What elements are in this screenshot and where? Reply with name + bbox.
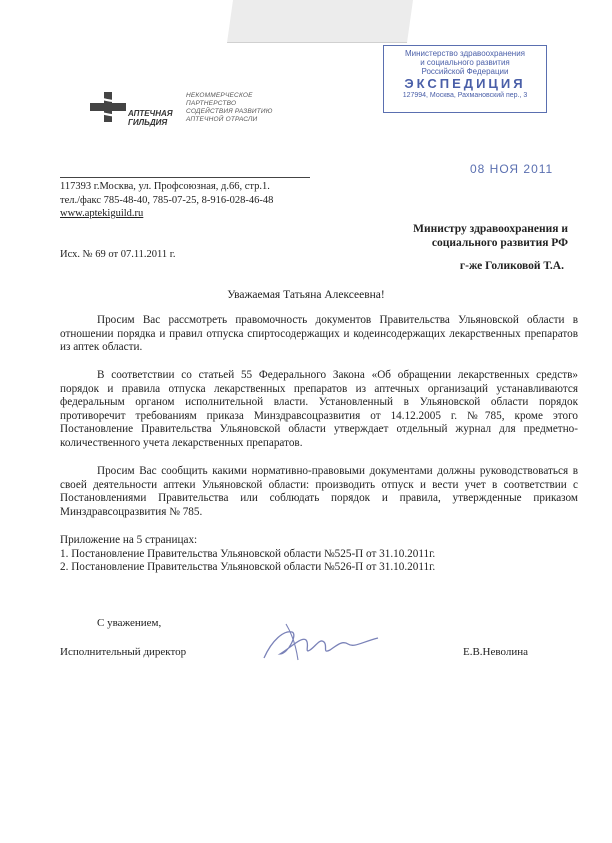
paragraph-text: Просим Вас рассмотреть правомочность документов Правительства Ульяновской области в отношении порядка и правил отпуска спиртосодержащих и кодеинсодержащих лекарственных препаратов из аптек области. [60, 314, 578, 354]
signer-position: Исполнительный директор [60, 646, 187, 658]
letterhead-contact [60, 180, 273, 221]
greeting: Уважаемая Татьяна Алексеевна! [227, 289, 385, 301]
addressee-block [413, 222, 568, 250]
attachments-heading: Приложение на 5 страницах: [60, 534, 198, 546]
letterhead-rule [60, 177, 310, 178]
sender-address: 117393 г.Москва, ул. Профсоюзная, д.66, стр.1. [60, 181, 270, 192]
closing-regards: С уважением, [97, 617, 162, 629]
org-line: ПАРТНЕРСТВО [186, 100, 237, 107]
aptechnaya-gildiya-logo [90, 92, 126, 122]
org-line: СОДЕЙСТВИЯ РАЗВИТИЮ [186, 108, 273, 115]
addressee-line2: социального развития РФ [431, 237, 568, 249]
stamp-title: ЭКСПЕДИЦИЯ [404, 76, 526, 91]
org-line: НЕКОММЕРЧЕСКОЕ [186, 92, 253, 99]
logo-name [128, 109, 173, 127]
stamp-address: 127994, Москва, Рахмановский пер., 3 [402, 92, 528, 99]
body-paragraph-2 [60, 369, 578, 451]
attachment-item: 1. Постановление Правительства Ульяновской области №525-П от 31.10.2011г. [60, 547, 436, 560]
body-paragraph-3 [60, 465, 578, 519]
receipt-stamp [383, 45, 547, 113]
logo-name-line2: ГИЛЬДИЯ [128, 118, 168, 127]
signature [262, 620, 382, 664]
sender-website[interactable]: www.aptekiguild.ru [60, 208, 144, 219]
stamp-line3: Российской Федерации [421, 67, 509, 76]
paragraph-text: Просим Вас сообщить какими нормативно-правовыми документами должны руководствоваться в своей деятельности аптеки Ульяновской области: производить отпуск и вести учет в соответствии с Постановлениями Правительства или соблюдать порядок и правила, утвержденные приказом Минздравсоцразвития № 785. [60, 465, 578, 518]
signer-name: Е.В.Неволина [463, 646, 529, 658]
attachment-item: 2. Постановление Правительства Ульяновской области №526-П от 31.10.2011г. [60, 561, 436, 574]
body-paragraph-1 [60, 314, 578, 355]
org-description [186, 92, 273, 124]
addressee-name: г-же Голиковой Т.А. [459, 260, 564, 272]
logo-name-line1: АПТЕЧНАЯ [128, 109, 173, 118]
stamp-line2: и социального развития [420, 58, 510, 67]
stamp-date: 08 НОЯ 2011 [470, 162, 554, 176]
paragraph-text: В соответствии со статьей 55 Федерального Закона «Об обращении лекарственных средств» порядок и правила отпуска лекарственных препаратов из аптечных организаций устанавливаются федеральным органом исполнительной власти. Установленный в Ульяновской области порядок противоречит требованиям приказа Минздравсоцразвития от 14.12.2005 г. №785, кроме этого Постановление Правительства Ульяновской области утверждает отдельный журнал для предметно-количественного учета лекарственных препаратов. [60, 369, 578, 449]
attachments [60, 534, 435, 575]
addressee-line1: Министру здравоохранения и [413, 223, 568, 235]
sender-phone: тел./факс 785-48-40, 785-07-25, 8-916-028-46-48 [60, 194, 274, 206]
stamp-line1: Министерство здравоохранения [405, 49, 525, 58]
org-line: АПТЕЧНОЙ ОТРАСЛИ [186, 116, 258, 123]
scan-fold-shadow [227, 0, 413, 43]
outgoing-reference: Исх. № 69 от 07.11.2011 г. [60, 249, 176, 260]
